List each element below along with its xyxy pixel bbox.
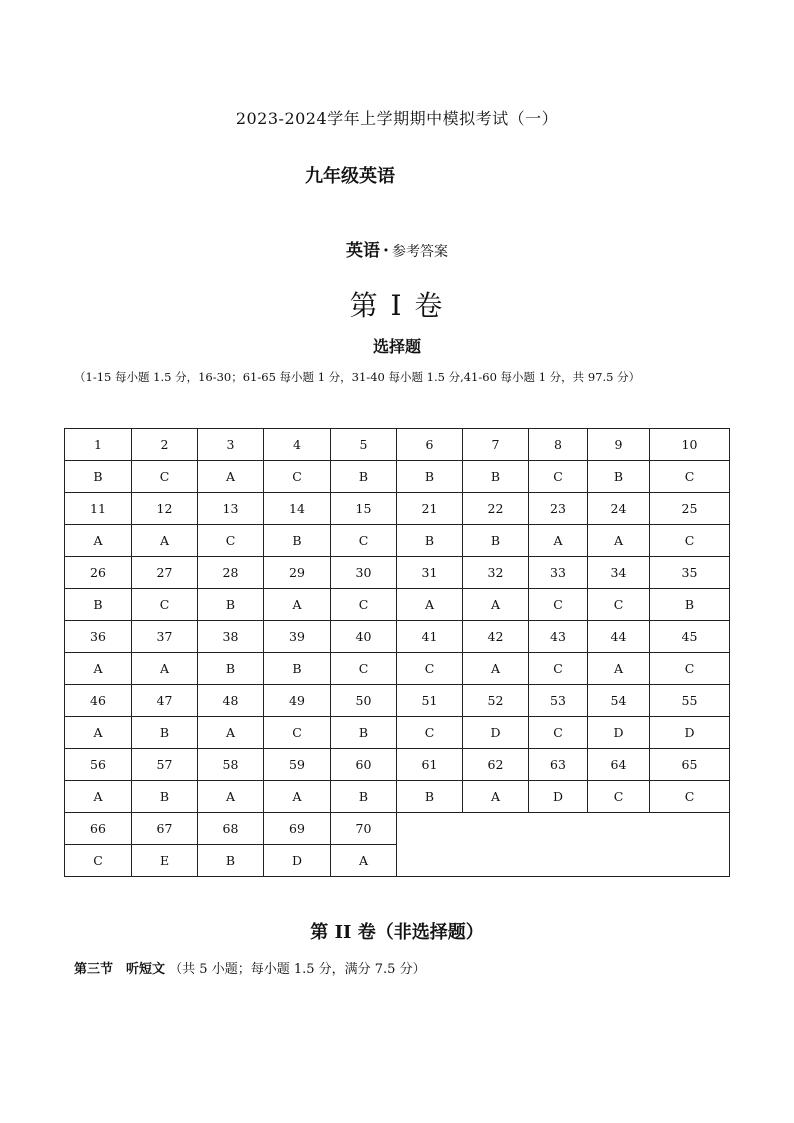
question-number-cell: 27 (132, 557, 198, 589)
question-number-cell: 55 (650, 685, 730, 717)
answer-cell: B (588, 461, 650, 493)
question-number-cell: 45 (650, 621, 730, 653)
answer-label: 参考答案 (391, 244, 448, 260)
question-number-cell: 64 (588, 749, 650, 781)
separator-dot: · (383, 241, 389, 261)
empty-merged-cell (397, 813, 730, 877)
answer-cell: B (331, 781, 397, 813)
listening-section-note: （共 5 小题；每小题 1.5 分，满分 7.5 分） (169, 962, 426, 977)
question-number-cell: 56 (65, 749, 132, 781)
answer-cell: C (650, 781, 730, 813)
answer-cell: A (65, 717, 132, 749)
answer-cell: B (65, 589, 132, 621)
answer-cell: C (588, 781, 650, 813)
section-title: 选择题 (372, 337, 421, 356)
answer-cell: B (650, 589, 730, 621)
question-number-cell: 13 (198, 493, 264, 525)
answer-row (65, 589, 730, 621)
answer-cell: A (588, 525, 650, 557)
question-number-cell: 29 (264, 557, 331, 589)
question-number-cell: 61 (397, 749, 463, 781)
question-number-cell: 12 (132, 493, 198, 525)
question-number-cell: 34 (588, 557, 650, 589)
answer-cell: C (650, 461, 730, 493)
answer-table (64, 428, 730, 877)
question-number-cell: 47 (132, 685, 198, 717)
question-number-row (65, 749, 730, 781)
question-number-cell: 28 (198, 557, 264, 589)
answer-cell: A (65, 781, 132, 813)
answer-cell: B (397, 461, 463, 493)
answer-cell: D (529, 781, 588, 813)
answer-cell: C (529, 717, 588, 749)
answer-cell: A (463, 589, 529, 621)
answer-row (65, 781, 730, 813)
question-number-cell: 15 (331, 493, 397, 525)
question-number-cell: 58 (198, 749, 264, 781)
listening-section-label: 第三节 听短文 (74, 962, 166, 977)
subject-label: 英语 (346, 241, 381, 261)
question-number-cell: 54 (588, 685, 650, 717)
answer-row (65, 461, 730, 493)
answer-cell: C (132, 461, 198, 493)
answer-cell: C (650, 653, 730, 685)
answer-cell: B (331, 717, 397, 749)
answer-cell: C (331, 589, 397, 621)
answer-cell: B (198, 589, 264, 621)
question-number-cell: 8 (529, 429, 588, 461)
answer-cell: B (65, 461, 132, 493)
answer-cell: C (331, 653, 397, 685)
answer-cell: A (463, 653, 529, 685)
question-number-cell: 11 (65, 493, 132, 525)
question-number-cell: 50 (331, 685, 397, 717)
question-number-cell: 21 (397, 493, 463, 525)
answer-cell: A (588, 653, 650, 685)
answer-cell: B (331, 461, 397, 493)
question-number-cell: 70 (331, 813, 397, 845)
question-number-cell: 44 (588, 621, 650, 653)
answer-cell: B (397, 781, 463, 813)
question-number-cell: 52 (463, 685, 529, 717)
question-number-cell: 36 (65, 621, 132, 653)
question-number-cell: 59 (264, 749, 331, 781)
question-number-cell: 49 (264, 685, 331, 717)
question-number-row (65, 621, 730, 653)
question-number-cell: 14 (264, 493, 331, 525)
question-number-cell: 65 (650, 749, 730, 781)
question-number-cell: 25 (650, 493, 730, 525)
question-number-row (65, 813, 730, 845)
question-number-cell: 3 (198, 429, 264, 461)
answer-cell: B (463, 461, 529, 493)
question-number-cell: 1 (65, 429, 132, 461)
answer-cell: B (132, 781, 198, 813)
question-number-cell: 51 (397, 685, 463, 717)
answer-cell: C (397, 717, 463, 749)
answer-cell: E (132, 845, 198, 877)
answer-cell: A (65, 525, 132, 557)
answer-cell: A (264, 589, 331, 621)
question-number-cell: 69 (264, 813, 331, 845)
answer-cell: D (264, 845, 331, 877)
question-number-cell: 30 (331, 557, 397, 589)
score-note: （1-15 每小题 1.5 分，16-30；61-65 每小题 1 分，31-40 每小题 1.5 分,41-60 每小题 1 分，共 97.5 分） (74, 370, 641, 384)
question-number-cell: 4 (264, 429, 331, 461)
answer-cell: B (198, 845, 264, 877)
part2-title-post: 卷（非选择题） (357, 922, 484, 943)
question-number-cell: 43 (529, 621, 588, 653)
answer-cell: C (529, 653, 588, 685)
question-number-cell: 24 (588, 493, 650, 525)
answer-cell: C (264, 717, 331, 749)
answer-row (65, 717, 730, 749)
answer-cell: A (529, 525, 588, 557)
question-number-cell: 41 (397, 621, 463, 653)
question-number-cell: 33 (529, 557, 588, 589)
part1-title: 第 I 卷 (349, 289, 445, 322)
answer-cell: B (198, 653, 264, 685)
answer-cell: A (132, 653, 198, 685)
question-number-cell: 46 (65, 685, 132, 717)
answer-cell: C (331, 525, 397, 557)
question-number-row (65, 557, 730, 589)
answer-cell: A (397, 589, 463, 621)
question-number-row (65, 685, 730, 717)
question-number-cell: 6 (397, 429, 463, 461)
question-number-cell: 10 (650, 429, 730, 461)
question-number-cell: 67 (132, 813, 198, 845)
answer-cell: B (397, 525, 463, 557)
question-number-cell: 35 (650, 557, 730, 589)
answer-cell: A (331, 845, 397, 877)
question-number-cell: 2 (132, 429, 198, 461)
answer-cell: C (397, 653, 463, 685)
question-number-row (65, 493, 730, 525)
answer-cell: A (264, 781, 331, 813)
question-number-cell: 48 (198, 685, 264, 717)
question-number-cell: 60 (331, 749, 397, 781)
question-number-cell: 5 (331, 429, 397, 461)
answer-cell: C (588, 589, 650, 621)
question-number-cell: 63 (529, 749, 588, 781)
answer-cell: A (463, 781, 529, 813)
question-number-cell: 23 (529, 493, 588, 525)
question-number-cell: 40 (331, 621, 397, 653)
answer-cell: A (198, 781, 264, 813)
question-number-cell: 66 (65, 813, 132, 845)
question-number-cell: 62 (463, 749, 529, 781)
question-number-cell: 42 (463, 621, 529, 653)
answer-cell: D (463, 717, 529, 749)
question-number-cell: 22 (463, 493, 529, 525)
answer-cell: C (198, 525, 264, 557)
question-number-cell: 38 (198, 621, 264, 653)
question-number-cell: 37 (132, 621, 198, 653)
answer-cell: B (264, 653, 331, 685)
part2-title-roman: II (334, 922, 352, 943)
question-number-cell: 26 (65, 557, 132, 589)
answer-cell: B (463, 525, 529, 557)
answer-cell: D (650, 717, 730, 749)
question-number-cell: 68 (198, 813, 264, 845)
answer-cell: C (650, 525, 730, 557)
listening-section-line (74, 958, 426, 977)
question-number-cell: 53 (529, 685, 588, 717)
grade-title: 九年级英语 (305, 166, 395, 187)
answer-key-heading (0, 236, 794, 261)
answer-cell: A (132, 525, 198, 557)
answer-cell: C (529, 461, 588, 493)
answer-row (65, 525, 730, 557)
answer-cell: B (132, 717, 198, 749)
answer-cell: A (198, 717, 264, 749)
part2-title (0, 918, 794, 944)
answer-row (65, 653, 730, 685)
answer-cell: C (264, 461, 331, 493)
answer-cell: B (264, 525, 331, 557)
question-number-cell: 7 (463, 429, 529, 461)
answer-cell: D (588, 717, 650, 749)
exam-title: 2023-2024学年上学期期中模拟考试（一） (235, 109, 559, 128)
question-number-row (65, 429, 730, 461)
answer-cell: A (65, 653, 132, 685)
question-number-cell: 39 (264, 621, 331, 653)
answer-cell: C (65, 845, 132, 877)
part2-title-pre: 第 (310, 922, 329, 943)
question-number-cell: 31 (397, 557, 463, 589)
answer-cell: C (529, 589, 588, 621)
question-number-cell: 57 (132, 749, 198, 781)
answer-cell: A (198, 461, 264, 493)
question-number-cell: 9 (588, 429, 650, 461)
question-number-cell: 32 (463, 557, 529, 589)
answer-cell: C (132, 589, 198, 621)
